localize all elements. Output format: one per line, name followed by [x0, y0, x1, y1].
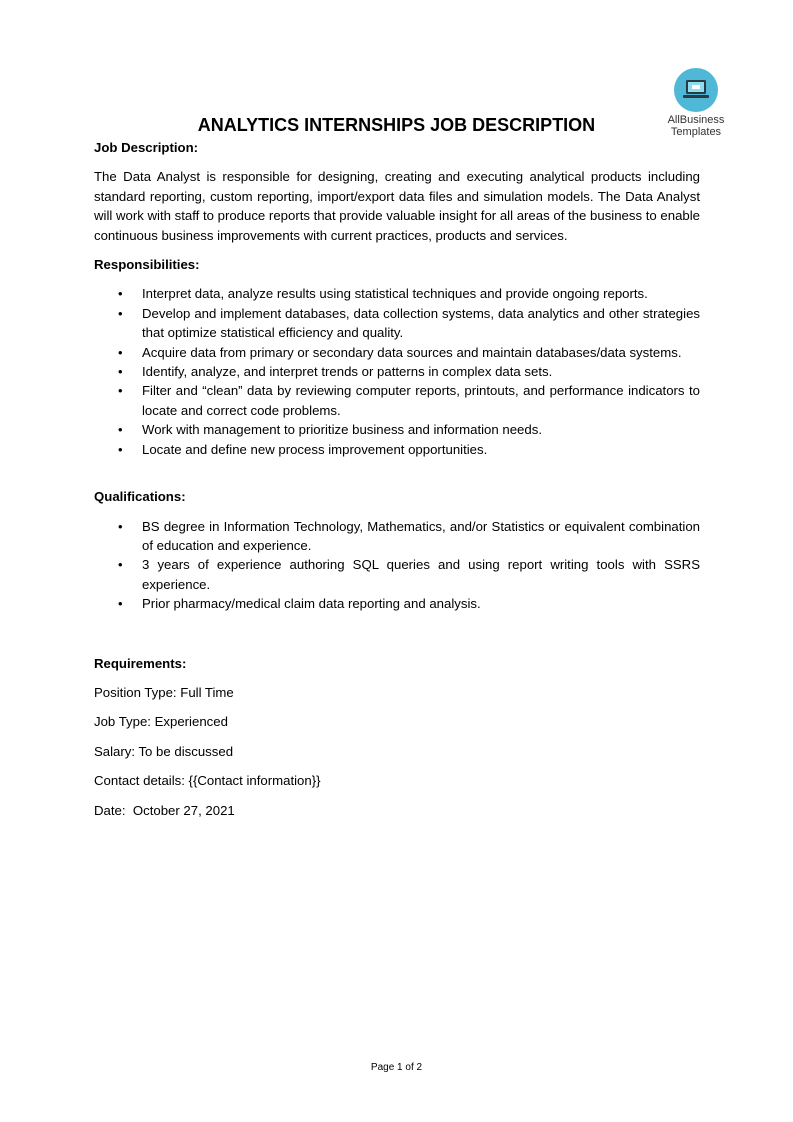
- requirements-heading: Requirements:: [94, 655, 187, 671]
- list-item: • BS degree in Information Technology, Mathematics, and/or Statistics or equivalent combination of education and experience.: [118, 518, 700, 553]
- bullet-icon: •: [118, 441, 123, 457]
- qualifications-heading: Qualifications:: [94, 489, 186, 505]
- list-item: • Acquire data from primary or secondary data sources and maintain databases/data systems.: [94, 343, 700, 362]
- list-item: • Filter and “clean” data by reviewing computer reports, printouts, and performance indicators to locate and correct code problems.: [118, 383, 700, 418]
- bullet-icon: •: [118, 286, 123, 302]
- bullet-icon: •: [118, 557, 123, 573]
- list-item: • Locate and define new process improvement opportunities.: [94, 440, 700, 459]
- bullet-icon: •: [118, 364, 123, 380]
- job-description-text: The Data Analyst is responsible for designing, creating and executing analytical products including standard reporting, custom reporting, import/export data files and simulation models. The Data Analyst will work with staff to produce reports that provide valuable insight for all areas of the business to enable continuous business improvements with current practices, products and services.: [94, 169, 700, 243]
- position-type: Position Type: Full Time: [94, 684, 234, 700]
- document-title: ANALYTICS INTERNSHIPS JOB DESCRIPTION: [197, 115, 596, 135]
- bullet-icon: •: [118, 305, 123, 321]
- qualifications-list: [94, 517, 700, 614]
- logo-text-line2: Templates: [670, 126, 722, 138]
- bullet-icon: •: [118, 422, 123, 438]
- list-item: • 3 years of experience authoring SQL queries and using report writing tools with SSRS experience.: [118, 557, 700, 592]
- salary: Salary: To be discussed: [94, 743, 234, 759]
- list-item: • Develop and implement databases, data collection systems, data analytics and other strategies that optimize statistical efficiency and quality.: [118, 305, 700, 341]
- list-item: • Identify, analyze, and interpret trends or patterns in complex data sets.: [94, 362, 700, 381]
- laptop-icon: [674, 68, 718, 112]
- bullet-icon: •: [118, 518, 123, 534]
- list-item: • Prior pharmacy/medical claim data reporting and analysis.: [94, 594, 700, 613]
- bullet-icon: •: [118, 383, 123, 399]
- responsibilities-heading: Responsibilities:: [94, 257, 200, 273]
- bullet-icon: •: [118, 344, 123, 360]
- responsibilities-list: [94, 284, 700, 459]
- list-item: • Interpret data, analyze results using statistical techniques and provide ongoing reports.: [94, 284, 700, 303]
- document-body: [94, 138, 700, 820]
- job-description-heading: Job Description:: [94, 140, 199, 155]
- bullet-icon: •: [118, 596, 123, 612]
- list-item: • Work with management to prioritize business and information needs.: [94, 420, 700, 439]
- contact-details: Contact details: {{Contact information}}: [94, 773, 321, 789]
- document-date: Date: October 27, 2021: [94, 802, 235, 818]
- page-number: Page 1 of 2: [370, 1062, 423, 1073]
- job-type: Job Type: Experienced: [94, 714, 228, 730]
- logo-text-line1: AllBusiness: [667, 114, 725, 126]
